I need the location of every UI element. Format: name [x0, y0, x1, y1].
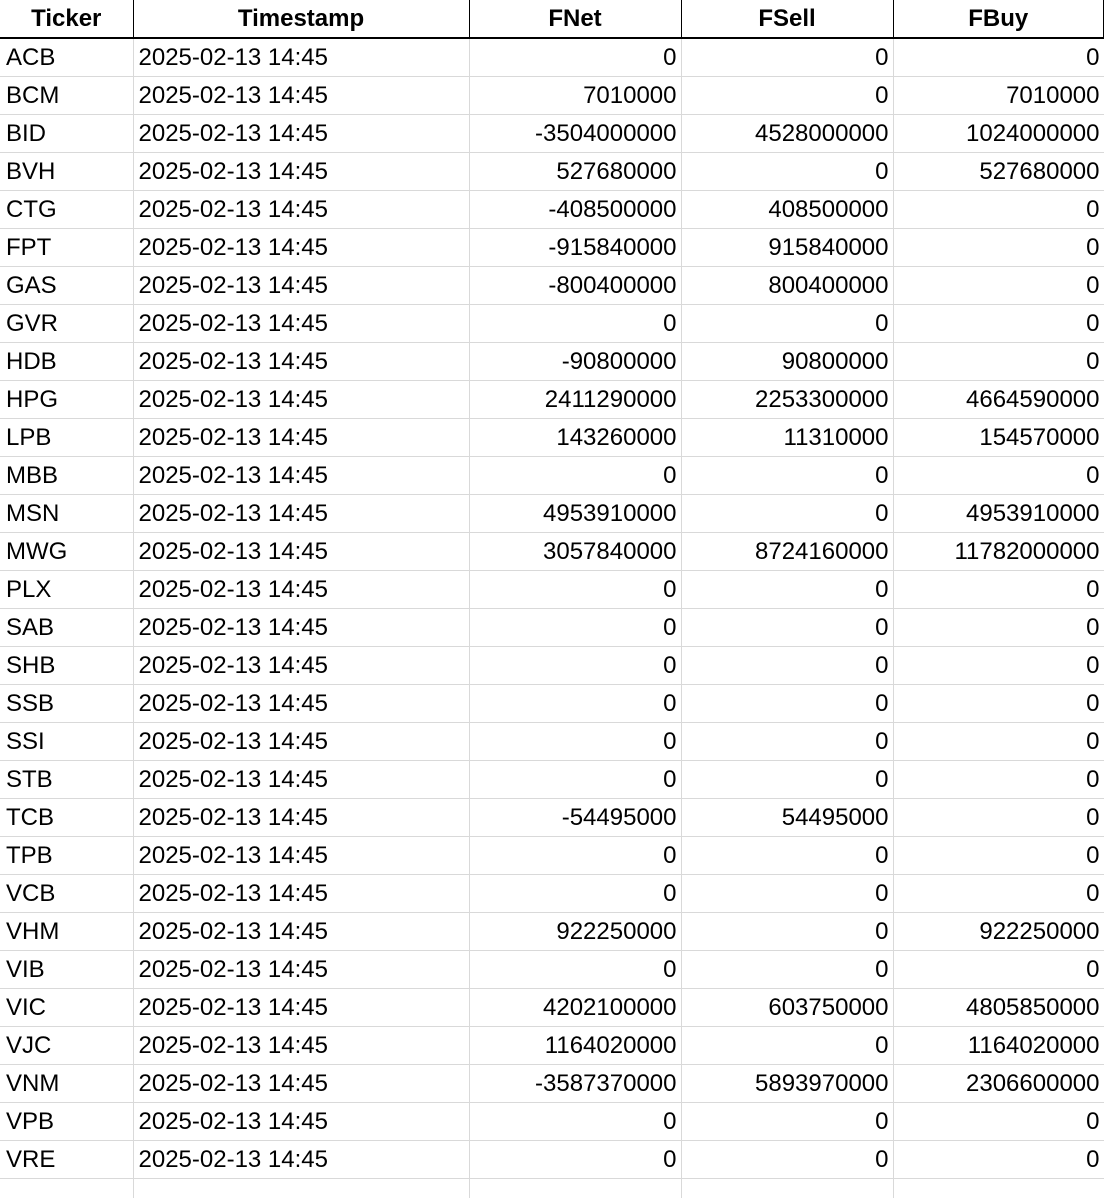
cell-fsell[interactable]: 408500000: [681, 191, 893, 229]
cell-fsell[interactable]: 0: [681, 647, 893, 685]
cell-fbuy[interactable]: 0: [893, 837, 1104, 875]
cell-fsell[interactable]: 0: [681, 951, 893, 989]
cell-timestamp[interactable]: 2025-02-13 14:45: [133, 723, 469, 761]
cell-timestamp[interactable]: 2025-02-13 14:45: [133, 533, 469, 571]
empty-cell[interactable]: [0, 1179, 133, 1198]
cell-timestamp[interactable]: 2025-02-13 14:45: [133, 38, 469, 77]
cell-timestamp[interactable]: 2025-02-13 14:45: [133, 875, 469, 913]
table-row: [0, 951, 1104, 989]
cell-timestamp[interactable]: 2025-02-13 14:45: [133, 951, 469, 989]
table-row: [0, 267, 1104, 305]
cell-fbuy[interactable]: 1164020000: [893, 1027, 1104, 1065]
cell-fnet[interactable]: 0: [469, 571, 681, 609]
cell-timestamp[interactable]: 2025-02-13 14:45: [133, 761, 469, 799]
cell-fnet[interactable]: 0: [469, 837, 681, 875]
cell-fnet[interactable]: 4953910000: [469, 495, 681, 533]
cell-timestamp[interactable]: 2025-02-13 14:45: [133, 115, 469, 153]
table-row: [0, 799, 1104, 837]
cell-ticker[interactable]: MWG: [0, 533, 133, 571]
cell-ticker[interactable]: ACB: [0, 38, 133, 77]
table-row: [0, 1027, 1104, 1065]
cell-fbuy[interactable]: 0: [893, 191, 1104, 229]
cell-fbuy[interactable]: 4805850000: [893, 989, 1104, 1027]
cell-fbuy[interactable]: 4664590000: [893, 381, 1104, 419]
cell-fbuy[interactable]: 0: [893, 799, 1104, 837]
cell-fnet[interactable]: 0: [469, 1103, 681, 1141]
cell-ticker[interactable]: SHB: [0, 647, 133, 685]
table-row: [0, 647, 1104, 685]
empty-cell[interactable]: [893, 1179, 1104, 1198]
cell-fsell[interactable]: 11310000: [681, 419, 893, 457]
table-row: [0, 419, 1104, 457]
table-row: [0, 38, 1104, 77]
cell-timestamp[interactable]: 2025-02-13 14:45: [133, 77, 469, 115]
cell-fbuy[interactable]: 0: [893, 38, 1104, 77]
cell-fnet[interactable]: -90800000: [469, 343, 681, 381]
cell-fnet[interactable]: 0: [469, 875, 681, 913]
cell-fbuy[interactable]: 0: [893, 1141, 1104, 1179]
cell-fbuy[interactable]: 0: [893, 723, 1104, 761]
table-row: [0, 381, 1104, 419]
cell-fsell[interactable]: 0: [681, 761, 893, 799]
cell-fnet[interactable]: 0: [469, 761, 681, 799]
cell-fbuy[interactable]: 0: [893, 267, 1104, 305]
cell-fsell[interactable]: 0: [681, 38, 893, 77]
cell-ticker[interactable]: CTG: [0, 191, 133, 229]
cell-fsell[interactable]: 0: [681, 153, 893, 191]
header-row: [0, 0, 1104, 38]
table-row: [0, 1141, 1104, 1179]
cell-fnet[interactable]: 143260000: [469, 419, 681, 457]
cell-timestamp[interactable]: 2025-02-13 14:45: [133, 267, 469, 305]
table-row: [0, 115, 1104, 153]
header-fnet[interactable]: FNet: [469, 0, 681, 38]
cell-ticker[interactable]: HDB: [0, 343, 133, 381]
header-fbuy[interactable]: FBuy: [893, 0, 1104, 38]
cell-timestamp[interactable]: 2025-02-13 14:45: [133, 913, 469, 951]
cell-ticker[interactable]: VRE: [0, 1141, 133, 1179]
cell-fbuy[interactable]: 0: [893, 609, 1104, 647]
cell-fbuy[interactable]: 0: [893, 343, 1104, 381]
cell-fbuy[interactable]: 0: [893, 761, 1104, 799]
cell-ticker[interactable]: STB: [0, 761, 133, 799]
table-row: [0, 571, 1104, 609]
cell-fsell[interactable]: 0: [681, 1027, 893, 1065]
cell-fbuy[interactable]: 0: [893, 571, 1104, 609]
cell-timestamp[interactable]: 2025-02-13 14:45: [133, 685, 469, 723]
cell-fnet[interactable]: -3587370000: [469, 1065, 681, 1103]
cell-fnet[interactable]: 0: [469, 647, 681, 685]
cell-ticker[interactable]: BVH: [0, 153, 133, 191]
cell-ticker[interactable]: PLX: [0, 571, 133, 609]
table-row: [0, 989, 1104, 1027]
header-fsell[interactable]: FSell: [681, 0, 893, 38]
cell-fnet[interactable]: 0: [469, 305, 681, 343]
cell-ticker[interactable]: VJC: [0, 1027, 133, 1065]
cell-fnet[interactable]: 527680000: [469, 153, 681, 191]
cell-fsell[interactable]: 0: [681, 77, 893, 115]
cell-fbuy[interactable]: 4953910000: [893, 495, 1104, 533]
cell-fsell[interactable]: 90800000: [681, 343, 893, 381]
cell-fnet[interactable]: 0: [469, 951, 681, 989]
table-body: [0, 38, 1104, 1198]
cell-ticker[interactable]: VPB: [0, 1103, 133, 1141]
cell-fnet[interactable]: 0: [469, 1141, 681, 1179]
cell-fnet[interactable]: 0: [469, 457, 681, 495]
cell-ticker[interactable]: TCB: [0, 799, 133, 837]
cell-timestamp[interactable]: 2025-02-13 14:45: [133, 799, 469, 837]
cell-ticker[interactable]: SSB: [0, 685, 133, 723]
cell-ticker[interactable]: VIB: [0, 951, 133, 989]
cell-timestamp[interactable]: 2025-02-13 14:45: [133, 609, 469, 647]
cell-fbuy[interactable]: 0: [893, 647, 1104, 685]
table-row: [0, 875, 1104, 913]
cell-fsell[interactable]: 0: [681, 685, 893, 723]
cell-timestamp[interactable]: 2025-02-13 14:45: [133, 343, 469, 381]
cell-timestamp[interactable]: 2025-02-13 14:45: [133, 305, 469, 343]
table-row: [0, 191, 1104, 229]
cell-ticker[interactable]: MBB: [0, 457, 133, 495]
cell-timestamp[interactable]: 2025-02-13 14:45: [133, 1103, 469, 1141]
cell-fbuy[interactable]: 1024000000: [893, 115, 1104, 153]
cell-fbuy[interactable]: 7010000: [893, 77, 1104, 115]
cell-fnet[interactable]: 0: [469, 685, 681, 723]
table-row: [0, 913, 1104, 951]
table-row: [0, 457, 1104, 495]
table-row: [0, 761, 1104, 799]
cell-fsell[interactable]: 915840000: [681, 229, 893, 267]
cell-fbuy[interactable]: 0: [893, 305, 1104, 343]
cell-ticker[interactable]: VCB: [0, 875, 133, 913]
empty-cell[interactable]: [133, 1179, 469, 1198]
cell-fnet[interactable]: 3057840000: [469, 533, 681, 571]
cell-ticker[interactable]: SSI: [0, 723, 133, 761]
cell-ticker[interactable]: VHM: [0, 913, 133, 951]
cell-ticker[interactable]: BID: [0, 115, 133, 153]
table-row: [0, 153, 1104, 191]
cell-fsell[interactable]: 0: [681, 457, 893, 495]
cell-fnet[interactable]: 0: [469, 609, 681, 647]
cell-ticker[interactable]: VIC: [0, 989, 133, 1027]
cell-fnet[interactable]: -915840000: [469, 229, 681, 267]
table-row: [0, 229, 1104, 267]
cell-ticker[interactable]: LPB: [0, 419, 133, 457]
cell-fbuy[interactable]: 2306600000: [893, 1065, 1104, 1103]
cell-ticker[interactable]: HPG: [0, 381, 133, 419]
table-row: [0, 495, 1104, 533]
cell-fbuy[interactable]: 0: [893, 229, 1104, 267]
cell-ticker[interactable]: GVR: [0, 305, 133, 343]
cell-fbuy[interactable]: 0: [893, 685, 1104, 723]
cell-fsell[interactable]: 603750000: [681, 989, 893, 1027]
cell-fnet[interactable]: 7010000: [469, 77, 681, 115]
table-row: [0, 533, 1104, 571]
cell-fbuy[interactable]: 11782000000: [893, 533, 1104, 571]
cell-fsell[interactable]: 5893970000: [681, 1065, 893, 1103]
cell-timestamp[interactable]: 2025-02-13 14:45: [133, 1065, 469, 1103]
cell-fsell[interactable]: 54495000: [681, 799, 893, 837]
empty-cell[interactable]: [681, 1179, 893, 1198]
cell-fnet[interactable]: 1164020000: [469, 1027, 681, 1065]
cell-timestamp[interactable]: 2025-02-13 14:45: [133, 495, 469, 533]
cell-timestamp[interactable]: 2025-02-13 14:45: [133, 989, 469, 1027]
cell-timestamp[interactable]: 2025-02-13 14:45: [133, 837, 469, 875]
cell-fbuy[interactable]: 0: [893, 875, 1104, 913]
header-timestamp[interactable]: Timestamp: [133, 0, 469, 38]
cell-timestamp[interactable]: 2025-02-13 14:45: [133, 419, 469, 457]
cell-fbuy[interactable]: 922250000: [893, 913, 1104, 951]
cell-ticker[interactable]: GAS: [0, 267, 133, 305]
cell-fsell[interactable]: 4528000000: [681, 115, 893, 153]
cell-fbuy[interactable]: 0: [893, 951, 1104, 989]
cell-timestamp[interactable]: 2025-02-13 14:45: [133, 381, 469, 419]
cell-fsell[interactable]: 800400000: [681, 267, 893, 305]
cell-timestamp[interactable]: 2025-02-13 14:45: [133, 1141, 469, 1179]
cell-fnet[interactable]: -800400000: [469, 267, 681, 305]
cell-fsell[interactable]: 8724160000: [681, 533, 893, 571]
cell-fsell[interactable]: 0: [681, 1141, 893, 1179]
cell-timestamp[interactable]: 2025-02-13 14:45: [133, 229, 469, 267]
cell-fsell[interactable]: 0: [681, 305, 893, 343]
cell-fsell[interactable]: 0: [681, 495, 893, 533]
cell-timestamp[interactable]: 2025-02-13 14:45: [133, 191, 469, 229]
cell-fbuy[interactable]: 0: [893, 457, 1104, 495]
table-row: [0, 77, 1104, 115]
cell-fsell[interactable]: 0: [681, 571, 893, 609]
table-row: [0, 723, 1104, 761]
cell-fnet[interactable]: 0: [469, 38, 681, 77]
cell-fsell[interactable]: 0: [681, 837, 893, 875]
cell-fbuy[interactable]: 0: [893, 1103, 1104, 1141]
cell-ticker[interactable]: MSN: [0, 495, 133, 533]
cell-timestamp[interactable]: 2025-02-13 14:45: [133, 1027, 469, 1065]
empty-cell[interactable]: [469, 1179, 681, 1198]
table-row: [0, 837, 1104, 875]
cell-fsell[interactable]: 0: [681, 875, 893, 913]
cell-ticker[interactable]: TPB: [0, 837, 133, 875]
cell-fsell[interactable]: 0: [681, 913, 893, 951]
cell-fsell[interactable]: 0: [681, 609, 893, 647]
cell-fnet[interactable]: -408500000: [469, 191, 681, 229]
cell-ticker[interactable]: SAB: [0, 609, 133, 647]
header-ticker[interactable]: Ticker: [0, 0, 133, 38]
cell-timestamp[interactable]: 2025-02-13 14:45: [133, 647, 469, 685]
table-row: [0, 1103, 1104, 1141]
cell-fbuy[interactable]: 527680000: [893, 153, 1104, 191]
cell-fnet[interactable]: 4202100000: [469, 989, 681, 1027]
table-row: [0, 609, 1104, 647]
cell-timestamp[interactable]: 2025-02-13 14:45: [133, 457, 469, 495]
cell-fsell[interactable]: 0: [681, 723, 893, 761]
cell-ticker[interactable]: VNM: [0, 1065, 133, 1103]
cell-ticker[interactable]: FPT: [0, 229, 133, 267]
empty-row: [0, 1179, 1104, 1198]
cell-fnet[interactable]: -3504000000: [469, 115, 681, 153]
table-row: [0, 305, 1104, 343]
table-row: [0, 685, 1104, 723]
cell-timestamp[interactable]: 2025-02-13 14:45: [133, 153, 469, 191]
cell-fnet[interactable]: 922250000: [469, 913, 681, 951]
table-row: [0, 343, 1104, 381]
cell-timestamp[interactable]: 2025-02-13 14:45: [133, 571, 469, 609]
cell-fbuy[interactable]: 154570000: [893, 419, 1104, 457]
table-row: [0, 1065, 1104, 1103]
cell-fnet[interactable]: -54495000: [469, 799, 681, 837]
cell-ticker[interactable]: BCM: [0, 77, 133, 115]
cell-fnet[interactable]: 0: [469, 723, 681, 761]
cell-fsell[interactable]: 2253300000: [681, 381, 893, 419]
cell-fsell[interactable]: 0: [681, 1103, 893, 1141]
cell-fnet[interactable]: 2411290000: [469, 381, 681, 419]
